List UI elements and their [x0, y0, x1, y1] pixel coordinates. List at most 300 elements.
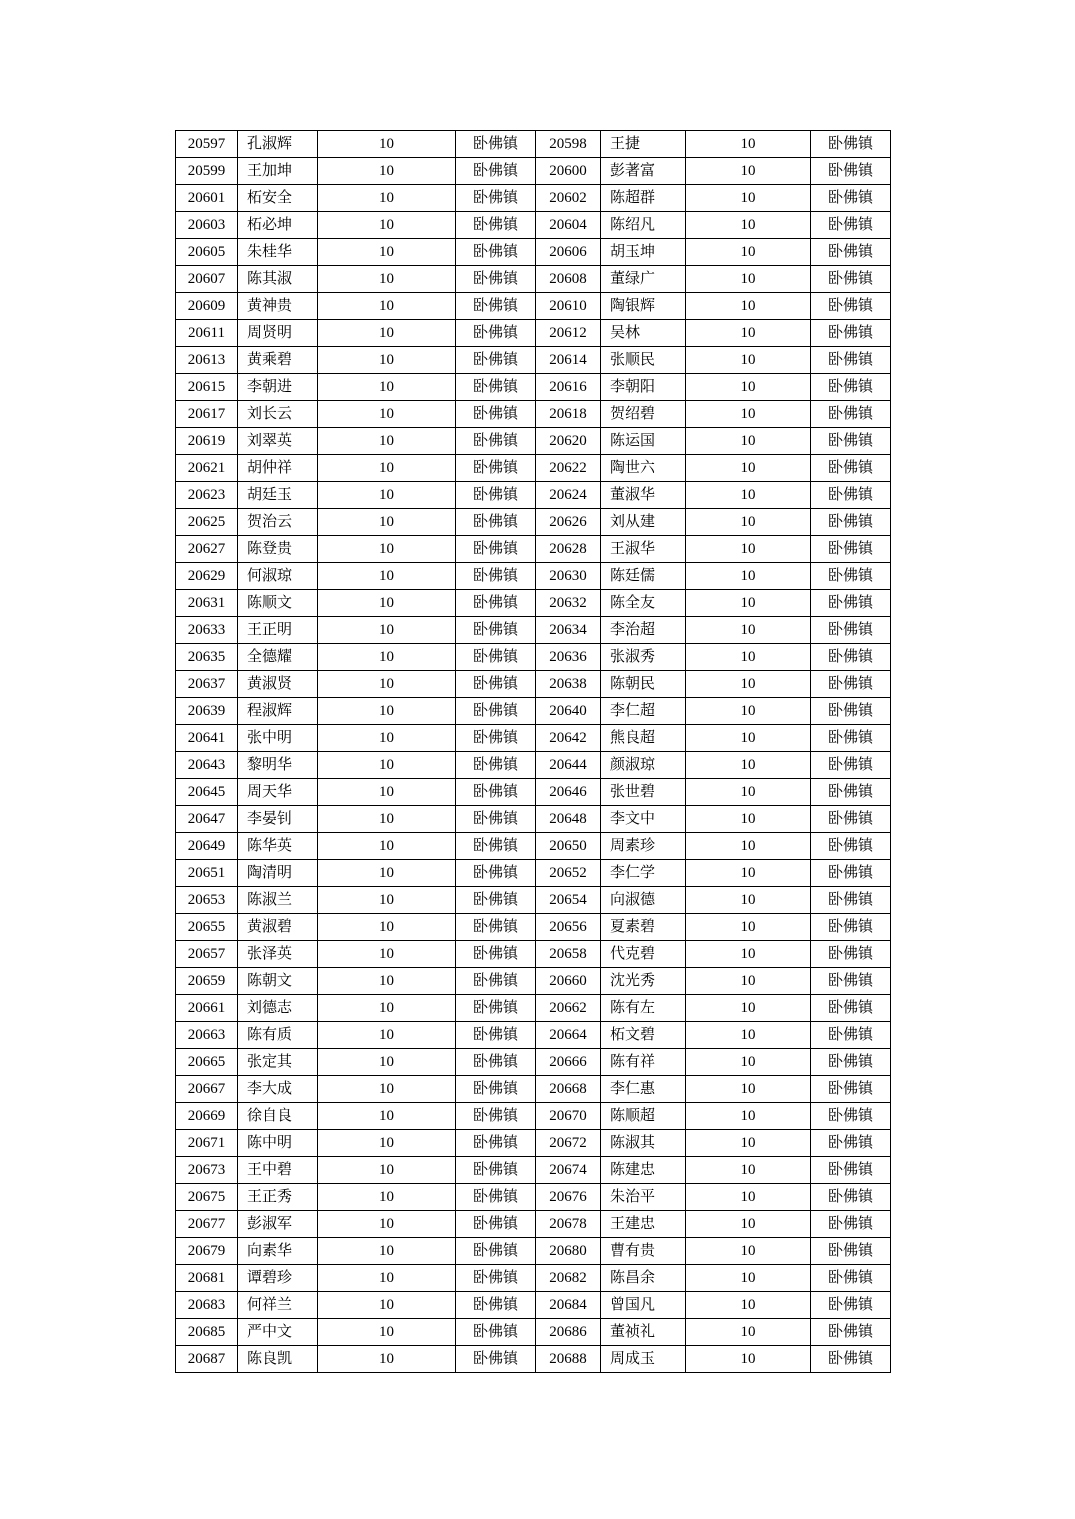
- name-cell: 陈昌余: [601, 1265, 686, 1292]
- id-cell: 20644: [536, 752, 601, 779]
- count-cell: 10: [686, 617, 811, 644]
- count-cell: 10: [318, 536, 456, 563]
- id-cell: 20653: [176, 887, 238, 914]
- town-cell: 卧佛镇: [811, 617, 891, 644]
- town-cell: 卧佛镇: [811, 1049, 891, 1076]
- town-cell: 卧佛镇: [456, 212, 536, 239]
- town-cell: 卧佛镇: [811, 914, 891, 941]
- count-cell: 10: [686, 563, 811, 590]
- count-cell: 10: [318, 131, 456, 158]
- count-cell: 10: [318, 239, 456, 266]
- name-cell: 李仁学: [601, 860, 686, 887]
- table-row: [176, 158, 891, 185]
- id-cell: 20607: [176, 266, 238, 293]
- id-cell: 20610: [536, 293, 601, 320]
- table-row: [176, 1076, 891, 1103]
- table-row: [176, 212, 891, 239]
- id-cell: 20682: [536, 1265, 601, 1292]
- town-cell: 卧佛镇: [456, 1346, 536, 1373]
- town-cell: 卧佛镇: [456, 1130, 536, 1157]
- town-cell: 卧佛镇: [811, 1346, 891, 1373]
- count-cell: 10: [318, 266, 456, 293]
- table-row: [176, 806, 891, 833]
- name-cell: 柘文碧: [601, 1022, 686, 1049]
- name-cell: 贺绍碧: [601, 401, 686, 428]
- table-row: [176, 1319, 891, 1346]
- id-cell: 20665: [176, 1049, 238, 1076]
- id-cell: 20626: [536, 509, 601, 536]
- id-cell: 20625: [176, 509, 238, 536]
- roster-table: [175, 130, 891, 1373]
- table-row: [176, 1238, 891, 1265]
- table-row: [176, 563, 891, 590]
- town-cell: 卧佛镇: [456, 131, 536, 158]
- table-row: [176, 1265, 891, 1292]
- id-cell: 20631: [176, 590, 238, 617]
- count-cell: 10: [686, 131, 811, 158]
- id-cell: 20614: [536, 347, 601, 374]
- town-cell: 卧佛镇: [811, 1292, 891, 1319]
- count-cell: 10: [318, 185, 456, 212]
- name-cell: 王淑华: [601, 536, 686, 563]
- count-cell: 10: [686, 482, 811, 509]
- count-cell: 10: [318, 158, 456, 185]
- id-cell: 20647: [176, 806, 238, 833]
- town-cell: 卧佛镇: [456, 1265, 536, 1292]
- town-cell: 卧佛镇: [456, 752, 536, 779]
- name-cell: 向淑德: [601, 887, 686, 914]
- id-cell: 20635: [176, 644, 238, 671]
- id-cell: 20602: [536, 185, 601, 212]
- table-row: [176, 968, 891, 995]
- count-cell: 10: [318, 860, 456, 887]
- table-row: [176, 860, 891, 887]
- name-cell: 董绿广: [601, 266, 686, 293]
- town-cell: 卧佛镇: [811, 833, 891, 860]
- name-cell: 董祯礼: [601, 1319, 686, 1346]
- id-cell: 20656: [536, 914, 601, 941]
- count-cell: 10: [318, 698, 456, 725]
- count-cell: 10: [318, 779, 456, 806]
- id-cell: 20650: [536, 833, 601, 860]
- count-cell: 10: [318, 1346, 456, 1373]
- table-row: [176, 995, 891, 1022]
- id-cell: 20609: [176, 293, 238, 320]
- name-cell: 李大成: [238, 1076, 318, 1103]
- table-row: [176, 671, 891, 698]
- town-cell: 卧佛镇: [456, 293, 536, 320]
- town-cell: 卧佛镇: [456, 725, 536, 752]
- town-cell: 卧佛镇: [456, 536, 536, 563]
- name-cell: 贺治云: [238, 509, 318, 536]
- table-row: [176, 347, 891, 374]
- count-cell: 10: [686, 239, 811, 266]
- name-cell: 曾国凡: [601, 1292, 686, 1319]
- name-cell: 向素华: [238, 1238, 318, 1265]
- town-cell: 卧佛镇: [456, 941, 536, 968]
- name-cell: 董淑华: [601, 482, 686, 509]
- name-cell: 黄淑贤: [238, 671, 318, 698]
- name-cell: 周成玉: [601, 1346, 686, 1373]
- town-cell: 卧佛镇: [811, 1184, 891, 1211]
- name-cell: 代克碧: [601, 941, 686, 968]
- town-cell: 卧佛镇: [456, 482, 536, 509]
- table-row: [176, 941, 891, 968]
- town-cell: 卧佛镇: [811, 806, 891, 833]
- id-cell: 20627: [176, 536, 238, 563]
- town-cell: 卧佛镇: [811, 1103, 891, 1130]
- id-cell: 20667: [176, 1076, 238, 1103]
- count-cell: 10: [318, 1022, 456, 1049]
- count-cell: 10: [686, 1022, 811, 1049]
- count-cell: 10: [686, 887, 811, 914]
- count-cell: 10: [318, 1157, 456, 1184]
- name-cell: 周贤明: [238, 320, 318, 347]
- count-cell: 10: [686, 644, 811, 671]
- count-cell: 10: [318, 293, 456, 320]
- count-cell: 10: [686, 1211, 811, 1238]
- name-cell: 刘翠英: [238, 428, 318, 455]
- town-cell: 卧佛镇: [811, 536, 891, 563]
- id-cell: 20641: [176, 725, 238, 752]
- name-cell: 柘安全: [238, 185, 318, 212]
- count-cell: 10: [318, 1130, 456, 1157]
- count-cell: 10: [318, 833, 456, 860]
- id-cell: 20684: [536, 1292, 601, 1319]
- table-row: [176, 1022, 891, 1049]
- town-cell: 卧佛镇: [456, 1319, 536, 1346]
- id-cell: 20629: [176, 563, 238, 590]
- id-cell: 20675: [176, 1184, 238, 1211]
- town-cell: 卧佛镇: [456, 320, 536, 347]
- name-cell: 胡仲祥: [238, 455, 318, 482]
- name-cell: 刘德志: [238, 995, 318, 1022]
- name-cell: 黄淑碧: [238, 914, 318, 941]
- id-cell: 20634: [536, 617, 601, 644]
- name-cell: 朱治平: [601, 1184, 686, 1211]
- name-cell: 周素珍: [601, 833, 686, 860]
- town-cell: 卧佛镇: [456, 185, 536, 212]
- name-cell: 陶银辉: [601, 293, 686, 320]
- id-cell: 20640: [536, 698, 601, 725]
- id-cell: 20611: [176, 320, 238, 347]
- count-cell: 10: [686, 374, 811, 401]
- id-cell: 20597: [176, 131, 238, 158]
- town-cell: 卧佛镇: [456, 806, 536, 833]
- count-cell: 10: [686, 1076, 811, 1103]
- town-cell: 卧佛镇: [811, 590, 891, 617]
- name-cell: 李治超: [601, 617, 686, 644]
- id-cell: 20600: [536, 158, 601, 185]
- table-row: [176, 887, 891, 914]
- town-cell: 卧佛镇: [456, 644, 536, 671]
- name-cell: 李朝阳: [601, 374, 686, 401]
- name-cell: 张定其: [238, 1049, 318, 1076]
- table-row: [176, 1157, 891, 1184]
- name-cell: 何祥兰: [238, 1292, 318, 1319]
- name-cell: 陈登贵: [238, 536, 318, 563]
- id-cell: 20601: [176, 185, 238, 212]
- table-row: [176, 644, 891, 671]
- count-cell: 10: [318, 482, 456, 509]
- table-row: [176, 725, 891, 752]
- id-cell: 20652: [536, 860, 601, 887]
- name-cell: 颜淑琼: [601, 752, 686, 779]
- town-cell: 卧佛镇: [811, 887, 891, 914]
- count-cell: 10: [686, 671, 811, 698]
- name-cell: 曹有贵: [601, 1238, 686, 1265]
- town-cell: 卧佛镇: [811, 482, 891, 509]
- id-cell: 20674: [536, 1157, 601, 1184]
- id-cell: 20657: [176, 941, 238, 968]
- id-cell: 20636: [536, 644, 601, 671]
- table-row: [176, 752, 891, 779]
- name-cell: 周天华: [238, 779, 318, 806]
- id-cell: 20677: [176, 1211, 238, 1238]
- id-cell: 20616: [536, 374, 601, 401]
- name-cell: 陈其淑: [238, 266, 318, 293]
- name-cell: 王正明: [238, 617, 318, 644]
- name-cell: 陈华英: [238, 833, 318, 860]
- name-cell: 沈光秀: [601, 968, 686, 995]
- name-cell: 王捷: [601, 131, 686, 158]
- id-cell: 20681: [176, 1265, 238, 1292]
- id-cell: 20603: [176, 212, 238, 239]
- name-cell: 熊良超: [601, 725, 686, 752]
- id-cell: 20619: [176, 428, 238, 455]
- count-cell: 10: [686, 509, 811, 536]
- name-cell: 王加坤: [238, 158, 318, 185]
- count-cell: 10: [318, 806, 456, 833]
- count-cell: 10: [686, 860, 811, 887]
- id-cell: 20613: [176, 347, 238, 374]
- name-cell: 陈有质: [238, 1022, 318, 1049]
- table-row: [176, 293, 891, 320]
- count-cell: 10: [318, 320, 456, 347]
- town-cell: 卧佛镇: [456, 968, 536, 995]
- table-row: [176, 266, 891, 293]
- name-cell: 全德耀: [238, 644, 318, 671]
- count-cell: 10: [686, 536, 811, 563]
- id-cell: 20604: [536, 212, 601, 239]
- name-cell: 陈有左: [601, 995, 686, 1022]
- town-cell: 卧佛镇: [811, 968, 891, 995]
- town-cell: 卧佛镇: [811, 860, 891, 887]
- id-cell: 20638: [536, 671, 601, 698]
- name-cell: 黄乘碧: [238, 347, 318, 374]
- town-cell: 卧佛镇: [456, 509, 536, 536]
- name-cell: 王建忠: [601, 1211, 686, 1238]
- count-cell: 10: [686, 968, 811, 995]
- town-cell: 卧佛镇: [456, 698, 536, 725]
- town-cell: 卧佛镇: [811, 1238, 891, 1265]
- town-cell: 卧佛镇: [456, 1184, 536, 1211]
- name-cell: 刘长云: [238, 401, 318, 428]
- count-cell: 10: [686, 347, 811, 374]
- table-row: [176, 374, 891, 401]
- town-cell: 卧佛镇: [811, 563, 891, 590]
- id-cell: 20633: [176, 617, 238, 644]
- town-cell: 卧佛镇: [456, 374, 536, 401]
- id-cell: 20661: [176, 995, 238, 1022]
- id-cell: 20599: [176, 158, 238, 185]
- town-cell: 卧佛镇: [456, 1049, 536, 1076]
- table-row: [176, 1184, 891, 1211]
- town-cell: 卧佛镇: [456, 455, 536, 482]
- count-cell: 10: [318, 509, 456, 536]
- id-cell: 20671: [176, 1130, 238, 1157]
- town-cell: 卧佛镇: [811, 995, 891, 1022]
- count-cell: 10: [686, 158, 811, 185]
- table-row: [176, 131, 891, 158]
- count-cell: 10: [686, 1184, 811, 1211]
- table-row: [176, 833, 891, 860]
- id-cell: 20615: [176, 374, 238, 401]
- id-cell: 20624: [536, 482, 601, 509]
- count-cell: 10: [318, 1319, 456, 1346]
- id-cell: 20678: [536, 1211, 601, 1238]
- town-cell: 卧佛镇: [456, 428, 536, 455]
- count-cell: 10: [318, 887, 456, 914]
- town-cell: 卧佛镇: [456, 158, 536, 185]
- id-cell: 20686: [536, 1319, 601, 1346]
- table-row: [176, 185, 891, 212]
- town-cell: 卧佛镇: [456, 563, 536, 590]
- id-cell: 20637: [176, 671, 238, 698]
- town-cell: 卧佛镇: [456, 1076, 536, 1103]
- town-cell: 卧佛镇: [456, 995, 536, 1022]
- town-cell: 卧佛镇: [456, 1292, 536, 1319]
- id-cell: 20663: [176, 1022, 238, 1049]
- table-row: [176, 1049, 891, 1076]
- name-cell: 张顺民: [601, 347, 686, 374]
- town-cell: 卧佛镇: [811, 266, 891, 293]
- count-cell: 10: [318, 995, 456, 1022]
- id-cell: 20598: [536, 131, 601, 158]
- town-cell: 卧佛镇: [811, 779, 891, 806]
- count-cell: 10: [318, 374, 456, 401]
- town-cell: 卧佛镇: [456, 860, 536, 887]
- town-cell: 卧佛镇: [811, 1076, 891, 1103]
- count-cell: 10: [318, 1292, 456, 1319]
- name-cell: 王正秀: [238, 1184, 318, 1211]
- id-cell: 20606: [536, 239, 601, 266]
- town-cell: 卧佛镇: [456, 1157, 536, 1184]
- id-cell: 20685: [176, 1319, 238, 1346]
- table-row: [176, 1211, 891, 1238]
- town-cell: 卧佛镇: [811, 1211, 891, 1238]
- count-cell: 10: [686, 1238, 811, 1265]
- name-cell: 张淑秀: [601, 644, 686, 671]
- name-cell: 陈有祥: [601, 1049, 686, 1076]
- town-cell: 卧佛镇: [811, 239, 891, 266]
- id-cell: 20655: [176, 914, 238, 941]
- name-cell: 张中明: [238, 725, 318, 752]
- count-cell: 10: [318, 212, 456, 239]
- count-cell: 10: [318, 1076, 456, 1103]
- town-cell: 卧佛镇: [811, 185, 891, 212]
- name-cell: 胡玉坤: [601, 239, 686, 266]
- town-cell: 卧佛镇: [811, 1265, 891, 1292]
- name-cell: 李朝进: [238, 374, 318, 401]
- town-cell: 卧佛镇: [811, 212, 891, 239]
- town-cell: 卧佛镇: [456, 266, 536, 293]
- id-cell: 20605: [176, 239, 238, 266]
- town-cell: 卧佛镇: [456, 401, 536, 428]
- count-cell: 10: [686, 833, 811, 860]
- id-cell: 20670: [536, 1103, 601, 1130]
- id-cell: 20622: [536, 455, 601, 482]
- table-row: [176, 536, 891, 563]
- table-row: [176, 698, 891, 725]
- name-cell: 陈良凯: [238, 1346, 318, 1373]
- town-cell: 卧佛镇: [811, 401, 891, 428]
- count-cell: 10: [318, 644, 456, 671]
- count-cell: 10: [318, 1103, 456, 1130]
- name-cell: 朱桂华: [238, 239, 318, 266]
- id-cell: 20648: [536, 806, 601, 833]
- name-cell: 彭淑军: [238, 1211, 318, 1238]
- id-cell: 20676: [536, 1184, 601, 1211]
- count-cell: 10: [318, 590, 456, 617]
- name-cell: 陈顺文: [238, 590, 318, 617]
- count-cell: 10: [686, 212, 811, 239]
- count-cell: 10: [318, 752, 456, 779]
- id-cell: 20688: [536, 1346, 601, 1373]
- town-cell: 卧佛镇: [811, 158, 891, 185]
- table-row: [176, 482, 891, 509]
- name-cell: 黄神贵: [238, 293, 318, 320]
- name-cell: 陈建忠: [601, 1157, 686, 1184]
- id-cell: 20617: [176, 401, 238, 428]
- count-cell: 10: [686, 941, 811, 968]
- name-cell: 徐自良: [238, 1103, 318, 1130]
- town-cell: 卧佛镇: [811, 1157, 891, 1184]
- name-cell: 陶世六: [601, 455, 686, 482]
- id-cell: 20630: [536, 563, 601, 590]
- table-row: [176, 239, 891, 266]
- count-cell: 10: [686, 995, 811, 1022]
- count-cell: 10: [686, 293, 811, 320]
- town-cell: 卧佛镇: [456, 1103, 536, 1130]
- town-cell: 卧佛镇: [811, 509, 891, 536]
- town-cell: 卧佛镇: [811, 455, 891, 482]
- table-row: [176, 320, 891, 347]
- table-row: [176, 1103, 891, 1130]
- table-row: [176, 1292, 891, 1319]
- name-cell: 孔淑辉: [238, 131, 318, 158]
- name-cell: 李晏钊: [238, 806, 318, 833]
- name-cell: 陈淑兰: [238, 887, 318, 914]
- name-cell: 王中碧: [238, 1157, 318, 1184]
- count-cell: 10: [686, 428, 811, 455]
- town-cell: 卧佛镇: [811, 1130, 891, 1157]
- name-cell: 张世碧: [601, 779, 686, 806]
- count-cell: 10: [686, 752, 811, 779]
- name-cell: 陈廷儒: [601, 563, 686, 590]
- count-cell: 10: [686, 1265, 811, 1292]
- name-cell: 刘从建: [601, 509, 686, 536]
- count-cell: 10: [318, 725, 456, 752]
- name-cell: 黎明华: [238, 752, 318, 779]
- name-cell: 陈全友: [601, 590, 686, 617]
- table-row: [176, 428, 891, 455]
- count-cell: 10: [318, 455, 456, 482]
- town-cell: 卧佛镇: [811, 131, 891, 158]
- town-cell: 卧佛镇: [456, 914, 536, 941]
- town-cell: 卧佛镇: [456, 347, 536, 374]
- count-cell: 10: [318, 941, 456, 968]
